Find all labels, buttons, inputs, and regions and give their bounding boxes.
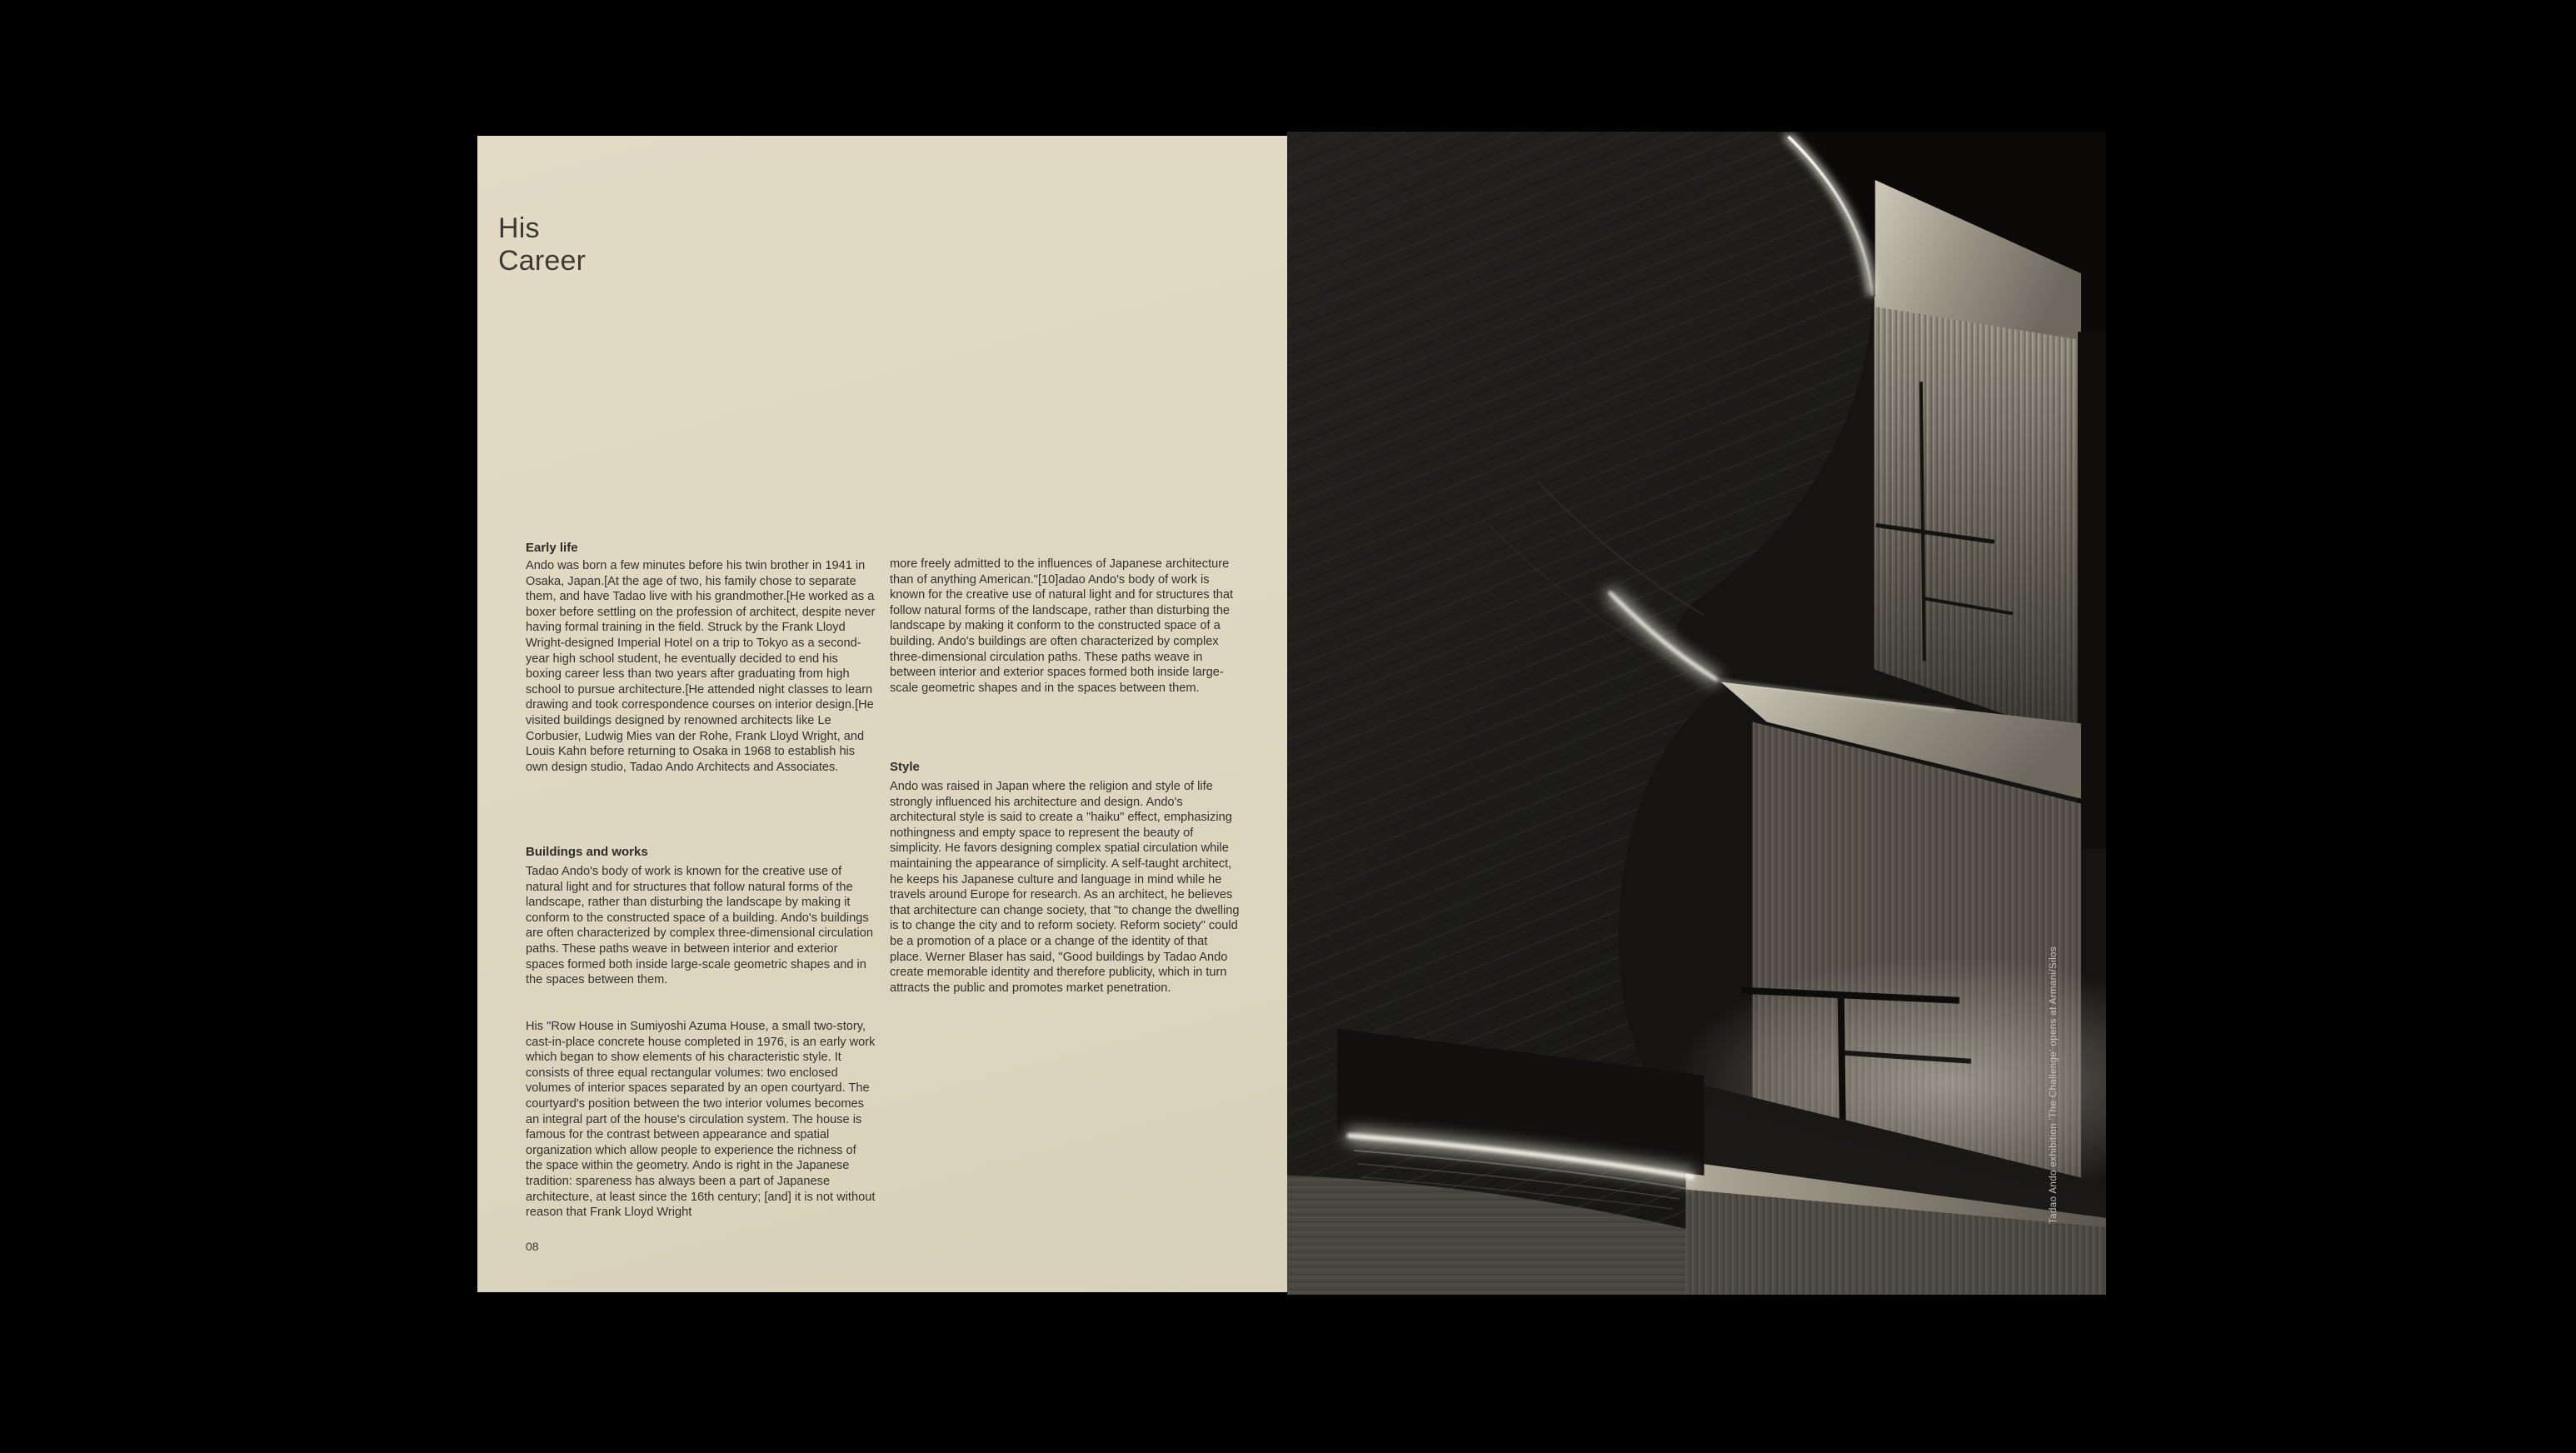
left-page	[477, 136, 1287, 1292]
paragraph-buildings-1: Tadao Ando's body of work is known for the creative use of natural light and for structures that follow natural forms of the landscape, rather than disturbing the landscape by making it conform to the constructed space of a building. Ando's buildings are often characterized by complex three-dimensional circulation paths. These paths weave in between interior and exterior spaces formed both inside large-scale geometric shapes and in the spaces between them.	[526, 865, 873, 987]
page-title-line-1: His	[498, 212, 540, 244]
right-page	[1287, 132, 2106, 1295]
page-title	[498, 212, 586, 277]
paragraph-early-life: Ando was born a few minutes before his twin brother in 1941 in Osaka, Japan.[At the age of two, his family chose to separate them, and have Tadao live with his grandmother.[He worked as a boxer before settling on the profession of architect, despite never having formal training in the field. Struck by the Frank Lloyd Wright-designed Imperial Hotel on a trip to Tokyo as a second-year high school student, he eventually decided to end his boxing career less than two years after graduating from high school to pursue architecture.[He attended night classes to learn drawing and took correspondence courses on interior design.[He visited buildings designed by renowned architects like Le Corbusier, Ludwig Mies van der Rohe, Frank Lloyd Wright, and Louis Kahn before returning to Osaka in 1968 to establish his own design studio, Tadao Ando Architects and Associates.	[526, 559, 876, 774]
page-number: 08	[526, 1240, 539, 1253]
photo-caption: Tadao Ando exhibition 'The Challenge' opens at Armani/Silos	[2048, 946, 2059, 1224]
section-heading-early-life: Early life	[526, 541, 578, 555]
paragraph-continuation: more freely admitted to the influences of Japanese architecture than of anything American."[10]adao Ando's body of work is known for the creative use of natural light and for structures that follow natural forms of the landscape, rather than disturbing the landscape by making it conform to the constructed space of a building. Ando's buildings are often characterized by complex three-dimensional circulation paths. These paths weave in between interior and exterior spaces formed both inside large-scale geometric shapes and in the spaces between them.	[890, 557, 1234, 695]
section-heading-buildings-and-works: Buildings and works	[526, 845, 648, 859]
section-heading-style: Style	[890, 760, 920, 774]
paragraph-style: Ando was raised in Japan where the religion and style of life strongly influenced his architecture and design. Ando's architectural style is said to create a "haiku" effect, emphasizing nothingness and empty space to represent the beauty of simplicity. He favors designing complex spatial circulation while maintaining the appearance of simplicity. A self-taught architect, he keeps his Japanese culture and language in mind while he travels around Europe for research. As an architect, he believes that architecture can change society, that "to change the dwelling is to change the city and to reform society. Reform society" could be a promotion of a place or a change of the identity of that place. Werner Blaser has said, "Good buildings by Tadao Ando create memorable identity and therefore publicity, which in turn attracts the public and promotes market penetration.	[890, 780, 1240, 995]
page-title-line-2: Career	[498, 245, 587, 277]
architecture-photo	[1287, 132, 2106, 1295]
paragraph-buildings-2: His "Row House in Sumiyoshi Azuma House, a small two-story, cast-in-place concrete house completed in 1976, is an early work which began to show elements of his characteristic style. It consists of three equal rectangular volumes: two enclosed volumes of interior spaces separated by an open courtyard. The courtyard's position between the two interior volumes becomes an integral part of the house's circulation system. The house is famous for the contrast between appearance and spatial organization which allow people to experience the richness of the space within the geometry. Ando is right in the Japanese tradition: spareness has always been a part of Japanese architecture, at least since the 16th century; [and] it is not without reason that Frank Lloyd Wright	[526, 1020, 876, 1220]
